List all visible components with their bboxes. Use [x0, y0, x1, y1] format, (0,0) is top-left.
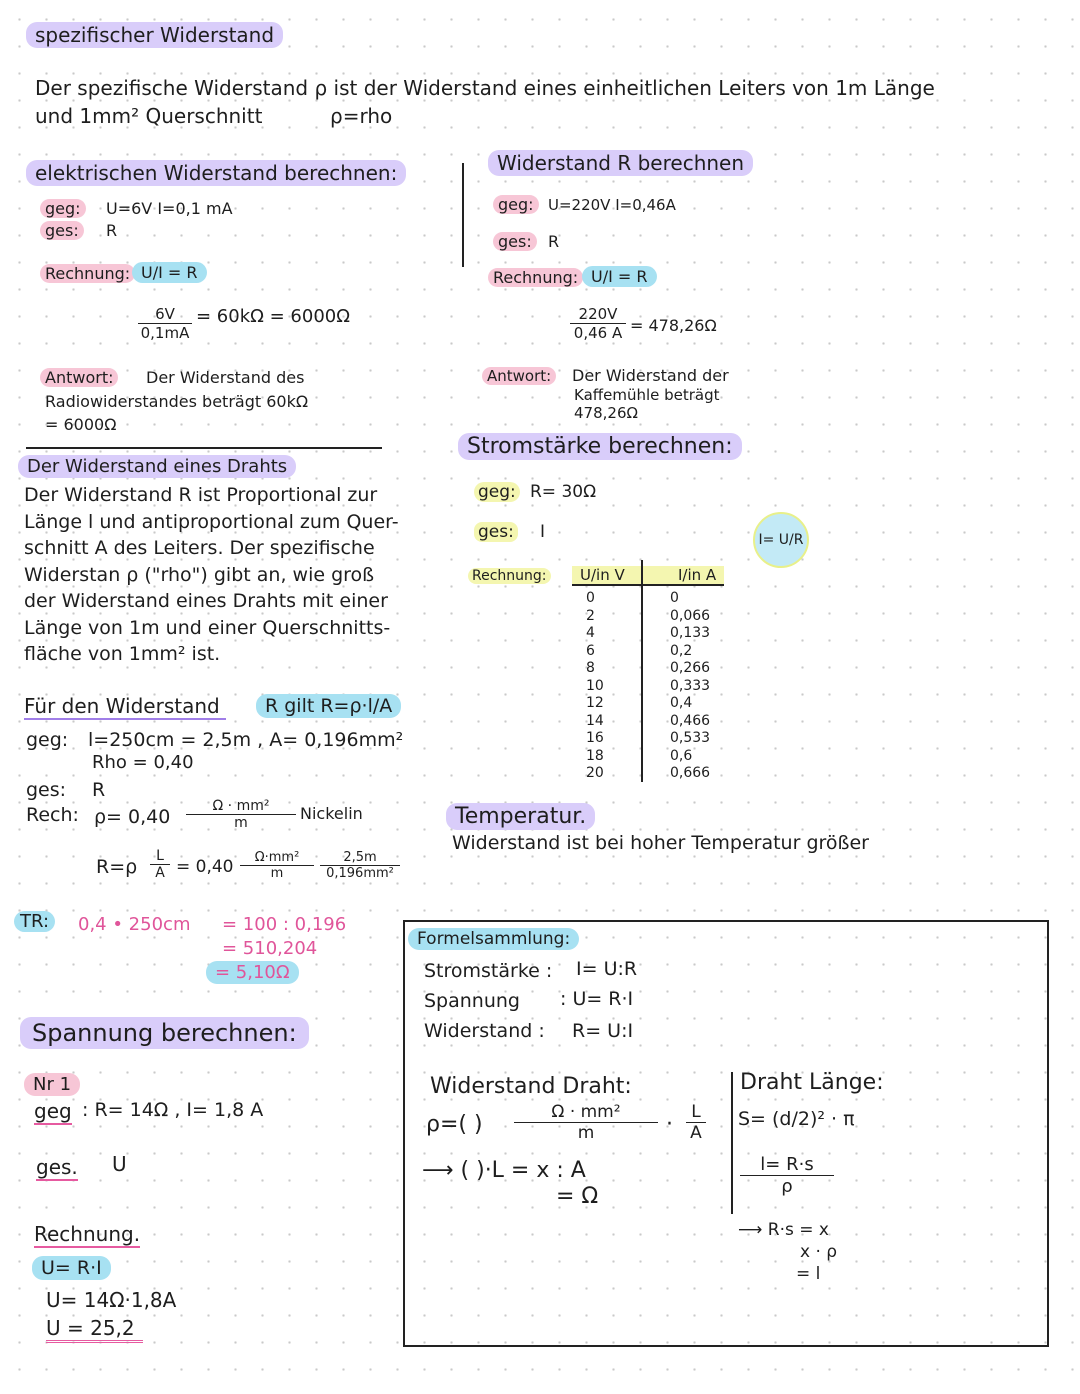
rech-label: Rech:	[26, 804, 79, 826]
draht-unit-fraction	[514, 1102, 658, 1143]
calc-den: 0,1mA	[140, 324, 190, 342]
tr-line-3: = 5,10Ω	[206, 961, 299, 984]
rech-unit-den: m	[234, 815, 248, 831]
rech-rho: ρ= 0,40	[94, 806, 171, 828]
laenge-l-den: ρ	[781, 1176, 793, 1197]
draht-result: = Ω	[556, 1184, 599, 1209]
table-cell-i: 0,2	[670, 642, 693, 659]
draht-unit-den: m	[577, 1123, 595, 1143]
table-cell-u: 14	[586, 712, 604, 729]
vertical-divider	[462, 163, 464, 267]
table-cell-u: 12	[586, 695, 604, 711]
antwort-label: Antwort:	[482, 367, 556, 385]
table-cell-i: 0	[670, 590, 679, 606]
draht-line: Länge l und antiproportional zum Quer-	[24, 510, 399, 533]
draht-frac-num: L	[686, 1102, 706, 1123]
laenge-l-num: l= R·s	[740, 1154, 834, 1176]
draht-line: fläche von 1mm² ist.	[24, 643, 221, 665]
table-cell-i: 0,066	[670, 607, 711, 624]
calc-result: = 60kΩ = 6000Ω	[196, 306, 350, 327]
r-eq-len-den: 0,196mm²	[326, 866, 394, 881]
draht-formel-left: ρ=( )	[426, 1112, 483, 1137]
tr-line-2: = 510,204	[222, 938, 318, 959]
formula-badge: I= U/R	[758, 532, 804, 548]
draht-unit-num: Ω · mm²	[514, 1102, 658, 1123]
calc-num: 6V	[138, 305, 192, 324]
antwort-line-2: Kaffemühle beträgt	[574, 386, 720, 404]
rechnung-label: Rechnung:	[40, 264, 135, 283]
rechnung-label: Rechnung:	[468, 568, 551, 584]
rech-material: Nickelin	[300, 804, 363, 823]
section-heading-stromstaerke: Stromstärke berechnen:	[458, 433, 742, 460]
rechnung-label: Rechnung.	[34, 1222, 141, 1246]
draht-line: Widerstan ρ ("rho") gibt an, wie groß	[24, 563, 375, 586]
ges-label: ges:	[493, 232, 537, 251]
section-heading-draht: Der Widerstand eines Drahts	[18, 455, 296, 478]
calc-num: 220V	[570, 305, 626, 324]
table-header-line	[572, 584, 724, 586]
table-cell-u: 6	[586, 642, 595, 659]
draht-formel-heading: Widerstand Draht:	[430, 1074, 632, 1099]
laenge-l-fraction	[740, 1154, 834, 1197]
geg-label: geg:	[40, 199, 86, 218]
rech-unit-num: Ω · mm²	[186, 798, 296, 815]
geg-label: geg:	[474, 482, 520, 502]
ges-value: I	[540, 522, 546, 542]
antwort-line-1: Der Widerstand des	[146, 368, 305, 387]
temperatur-text: Widerstand ist bei hoher Temperatur größer	[452, 832, 869, 854]
draht-line: Länge von 1m und einer Querschnitts-	[24, 616, 391, 639]
r-eq-start: R=ρ	[96, 856, 138, 878]
divider-line	[26, 447, 382, 449]
draht-frac-den: A	[690, 1123, 702, 1143]
formel-label: Spannung	[424, 990, 520, 1012]
formel-divider	[731, 1072, 733, 1214]
calc-line-1: U= 14Ω·1,8A	[46, 1288, 177, 1312]
table-cell-u: 2	[586, 607, 595, 624]
calc-fraction	[138, 305, 192, 342]
fuer-label: Für den Widerstand	[24, 694, 226, 720]
table-cell-i: 0,533	[670, 730, 711, 746]
rech-unit-fraction	[186, 798, 296, 831]
laenge-arrow-line-2: x · ρ	[800, 1242, 838, 1262]
table-column-line	[641, 560, 643, 782]
laenge-heading: Draht Länge:	[740, 1070, 884, 1095]
table-cell-i: 0,6	[670, 747, 693, 764]
calc-result: = 478,26Ω	[630, 316, 717, 335]
table-cell-u: 10	[586, 677, 604, 694]
table-cell-u: 4	[586, 625, 595, 641]
calc-den: 0,46 A	[573, 324, 623, 342]
section-heading-spannung: Spannung berechnen:	[20, 1017, 309, 1049]
intro-line-2: und 1mm² Querschnitt	[35, 104, 263, 128]
formel-value: R= U:I	[572, 1020, 634, 1042]
laenge-s-formula: S= (d/2)² · π	[738, 1108, 855, 1130]
table-cell-u: 16	[586, 730, 604, 746]
table-cell-u: 0	[586, 590, 595, 606]
r-eq-l-over-a	[150, 848, 170, 881]
geg-value: R= 30Ω	[530, 482, 597, 502]
rho-note: ρ=rho	[330, 104, 393, 128]
formel-value: : U= R·I	[560, 988, 634, 1010]
ges-value: R	[92, 779, 106, 801]
r-eq-unit-fraction	[240, 850, 314, 881]
table-header-i: I/in A	[678, 566, 717, 584]
draht-line: Der Widerstand R ist Proportional zur	[24, 484, 378, 506]
fuer-formula: R gilt R=ρ·l/A	[256, 694, 401, 718]
antwort-line-1: Der Widerstand der	[572, 366, 729, 385]
formula-badge: U= R·I	[32, 1256, 111, 1280]
tr-line-1-right: = 100 : 0,196	[222, 914, 347, 935]
antwort-line-3: = 6000Ω	[45, 415, 117, 434]
draht-line: schnitt A des Leiters. Der spezifische	[24, 537, 375, 559]
table-header-u: U/in V	[580, 566, 625, 584]
table-cell-i: 0,266	[670, 660, 711, 676]
geg-values: U=220V I=0,46A	[548, 196, 676, 214]
antwort-line-2: Radiowiderstandes beträgt 60kΩ	[45, 392, 309, 411]
ges-label: ges:	[26, 779, 67, 801]
nr-label: Nr 1	[24, 1073, 80, 1096]
r-eq-unit-num: Ω·mm²	[240, 850, 314, 866]
ges-label: ges.	[36, 1155, 78, 1179]
tr-line-1-left: 0,4 • 250cm	[78, 914, 191, 935]
geg-value: : R= 14Ω , I= 1,8 A	[82, 1099, 264, 1121]
antwort-label: Antwort:	[40, 368, 118, 387]
draht-line: der Widerstand eines Drahts mit einer	[24, 590, 388, 612]
ges-label: ges:	[474, 522, 518, 542]
laenge-arrow-line-1: ⟶ R·s = x	[738, 1220, 829, 1240]
table-cell-i: 0,333	[670, 677, 711, 694]
rechnung-label: Rechnung:	[488, 268, 583, 287]
formula-badge: U/I = R	[132, 262, 207, 283]
r-eq-a: A	[155, 865, 165, 881]
r-eq-mid: = 0,40	[176, 857, 234, 877]
calc-fraction	[570, 305, 626, 342]
table-column-u	[586, 590, 604, 783]
table-cell-i: 0,666	[670, 765, 711, 781]
section-heading-widerstand-r: Widerstand R berechnen	[488, 150, 753, 176]
dot-operator: ·	[666, 1112, 673, 1137]
table-column-i	[670, 590, 710, 783]
geg-label: geg:	[26, 729, 69, 751]
table-cell-i: 0,4	[670, 695, 693, 711]
section-heading-elektrisch: elektrischen Widerstand berechnen:	[26, 160, 406, 186]
formula-circle	[753, 512, 809, 568]
formelsammlung-heading: Formelsammlung:	[408, 928, 579, 950]
tr-label: TR:	[14, 911, 55, 932]
table-cell-u: 20	[586, 765, 604, 781]
formelsammlung-box	[403, 920, 1049, 1347]
table-cell-u: 18	[586, 747, 604, 764]
formula-badge: U/I = R	[582, 266, 657, 287]
r-eq-l: L	[150, 848, 170, 865]
page-title: spezifischer Widerstand	[26, 22, 283, 48]
ges-value: R	[106, 221, 118, 240]
ges-value: R	[548, 232, 560, 251]
r-eq-len-num: 2,5m	[320, 850, 400, 866]
formel-label: Widerstand :	[424, 1020, 545, 1042]
table-cell-i: 0,133	[670, 625, 711, 641]
r-eq-len-fraction	[320, 850, 400, 881]
formel-value: I= U:R	[576, 958, 638, 980]
calc-line-2: U = 25,2	[46, 1316, 143, 1343]
table-cell-u: 8	[586, 660, 595, 676]
intro-line-1: Der spezifische Widerstand ρ ist der Widerstand eines einheitlichen Leiters von 1m Länge	[35, 76, 935, 100]
geg-label: geg	[34, 1099, 72, 1123]
r-eq-unit-den: m	[270, 866, 284, 881]
laenge-arrow-line-3: = l	[796, 1264, 821, 1284]
geg-line-2: Rho = 0,40	[92, 752, 194, 773]
draht-arrow-line: ⟶ ( )·L = x : A	[422, 1158, 586, 1183]
antwort-line-3: 478,26Ω	[574, 404, 638, 422]
ges-label: ges:	[40, 221, 84, 240]
draht-l-over-a	[686, 1102, 706, 1143]
section-heading-temperatur: Temperatur.	[446, 803, 595, 830]
geg-label: geg:	[493, 195, 539, 214]
geg-values: U=6V I=0,1 mA	[106, 199, 233, 218]
formel-label: Stromstärke :	[424, 960, 553, 982]
table-cell-i: 0,466	[670, 712, 711, 729]
geg-line-1: l=250cm = 2,5m , A= 0,196mm²	[88, 729, 404, 751]
draht-paragraph	[24, 482, 454, 668]
ges-value: U	[112, 1152, 127, 1176]
